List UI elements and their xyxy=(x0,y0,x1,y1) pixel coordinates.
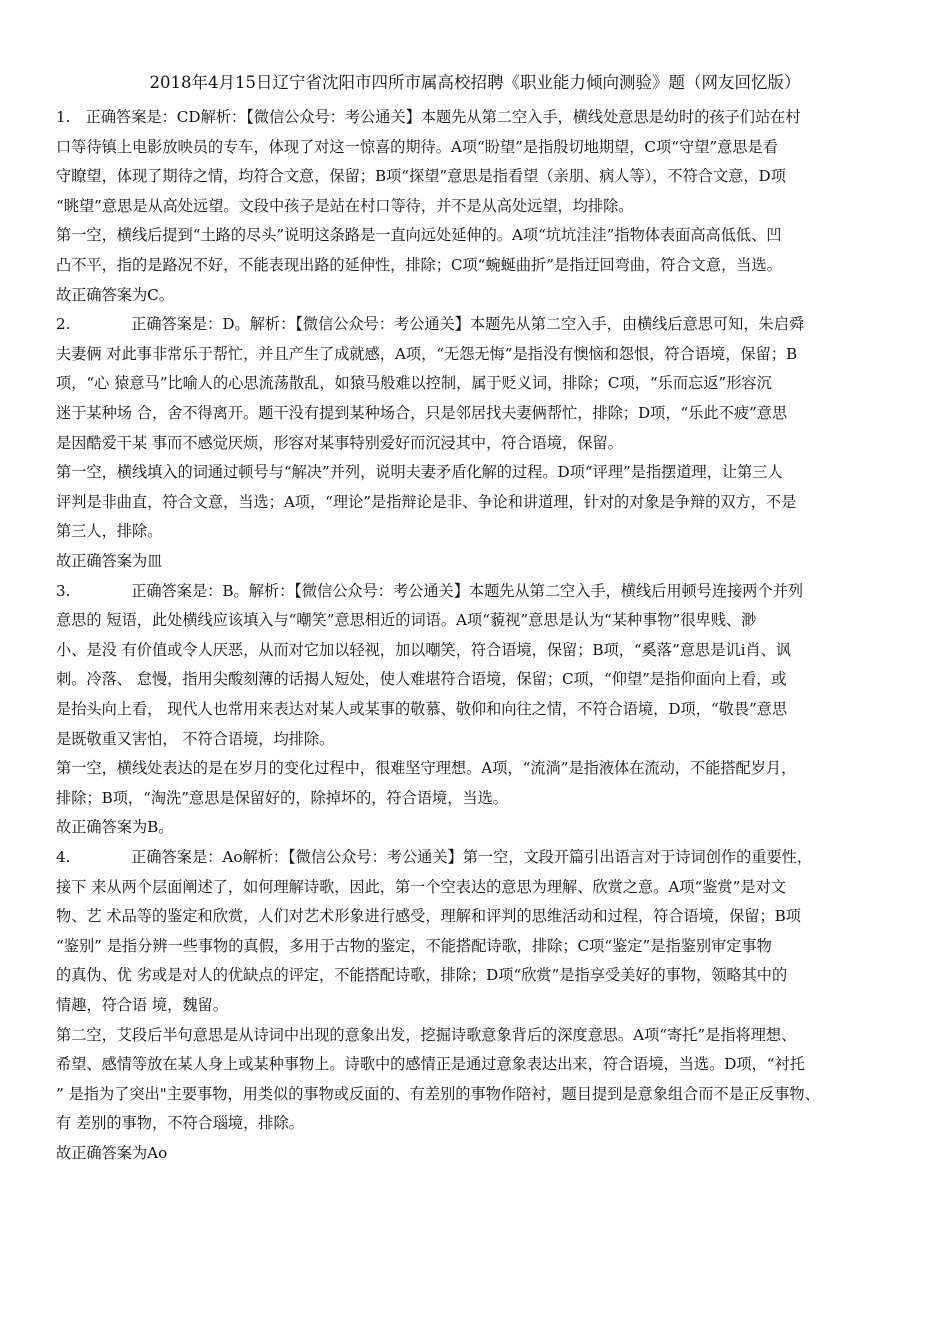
text-line: 迷于某种场 合，舍不得离开。题干没有提到某种场合，只是邻居找夫妻俩帮忙，排除；D项，“乐此不疲”意思 xyxy=(56,404,788,422)
text-line: ” 是指为了突出"主要事物，用类似的事物或反面的、有差别的事物作陪衬，题目提到是意象组合而不是正反事物、 xyxy=(56,1084,820,1103)
text-line: 小、是没 有价值或令人厌恶，从而对它加以轻视，加以嘲笑，符合语境，保留；B项，“奚落”意思是讥i肖、讽 xyxy=(56,640,791,659)
text-line: 有 差别的事物，不符合瑙境，排除。 xyxy=(56,1114,304,1133)
text-line: 第一空，横线填入的词通过顿号与“解决”并列，说明夫妻矛盾化解的过程。D项“评理”是指摆道理，让第三人 xyxy=(56,463,783,482)
text-line: 刺。冷落、 怠慢，指用尖酸刻薄的话揭人短处，使人难堪符合语境，保留；C项，“仰望”是指仰面向上看，或 xyxy=(56,670,787,689)
text-line: 2. 正确答案是：D。解析：【微信公众号：考公通关】本题先从第二空入手，由横线后意思可知，朱启舜 xyxy=(56,315,805,334)
page-title: 2018年4月15日辽宁省沈阳市四所市属高校招聘《职业能力倾向测验》题（网友回忆版） xyxy=(149,73,801,92)
text-line: 1. 正确答案是：CD解析：【微信公众号：考公通关】本题先从第二空入手，横线处意思是幼时的孩子们站在村 xyxy=(56,108,801,126)
text-line: 第三人，排除。 xyxy=(56,522,163,541)
text-line: “眺望”意思是从高处远望。文段中孩子是站在村口等待，并不是从高处远望，均排除。 xyxy=(56,196,634,215)
text-line: “鉴别” 是指分辨一些事物的真假，多用于古物的鉴定，不能搭配诗歌，排除；C项“鉴定”是指鉴别审定事物 xyxy=(56,936,772,955)
text-line: 物、艺 术品等的鉴定和欣赏，人们对艺术形象进行感受，理解和评判的思维活动和过程，符合语境，保留；B项 xyxy=(56,907,801,926)
text-line: 守瞭望，体现了期待之情，均符合文意，保留；B项“探望”意思是指看望（亲朋、病人等），不符合文意，D项 xyxy=(56,167,786,186)
text-line: 是因酷爱干某 事而不感觉厌烦，形容对某事特别爱好而沉浸其中，符合语境，保留。 xyxy=(56,433,623,452)
text-line: 第一空，横线处表达的是在岁月的变化过程中，很难坚守理想。A项，“流淌”是指液体在流动，不能搭配岁月， xyxy=(56,759,797,778)
text-line: 是既敬重又害怕， 不符合语境，均排除。 xyxy=(56,729,335,748)
text-line: 口等待镇上电影放映员的专车，体现了对这一惊喜的期待。A项“盼望”是指殷切地期望，C项“守望”意思是看 xyxy=(56,137,778,156)
text-line: 故正确答案为B。 xyxy=(56,818,174,837)
text-line: 意思的 短语，此处横线应该填入与“嘲笑”意思相近的词语。A项“藐视”意思是认为“某种事物”很卑贱、渺 xyxy=(56,611,757,630)
text-line: 评判是非曲直，符合文意，当选；A项，“理论”是指辩论是非、争论和讲道理，针对的对象是争辩的双方，不是 xyxy=(56,492,797,511)
text-line: 第二空，艾段后半句意思是从诗词中出现的意象出发，挖掘诗歌意象背后的深度意思。A项“寄托”是指将理想、 xyxy=(56,1025,797,1044)
text-line: 希望、感情等放在某人身上或某种事物上。诗歌中的感情正是通过意象表达出来，符合语境，当选。D项，“衬托 xyxy=(56,1055,805,1074)
text-line: 第一空，横线后提到“土路的尽头”说明这条路是一直向远处延伸的。A项“坑坑洼洼”指物体表面高高低低、凹 xyxy=(56,226,782,245)
text-line: 接下 来从两个层面阐述了，如何理解诗歌，因此，第一个空表达的意思为理解、欣赏之意。A项“鉴赏”是对文 xyxy=(56,877,786,896)
text-line: 夫妻俩 对此事非常乐于帮忙，并且产生了成就感，A项，“无怨无悔”是指没有懊恼和怨恨，符合语境，保留；B xyxy=(56,344,798,363)
text-line: 排除；B项，“淘洗”意思是保留好的，除掉坏的，符合语境，当选。 xyxy=(56,788,508,807)
text-line: 情趣，符合语 境，魏留。 xyxy=(56,996,228,1014)
text-line: 4. 正确答案是：Ao解析：【微信公众号：考公通关】第一空，文段开篇引出语言对于诗词创作的重要性， xyxy=(56,848,813,866)
text-line: 故正确答案为Ao xyxy=(56,1144,168,1162)
text-line: 3. 正确答案是：B。解析：【微信公众号：考公通关】本题先从第二空入手，横线后用顿号连接两个并列 xyxy=(56,581,804,600)
text-line: 的真伪、优 劣或是对人的优缺点的评定，不能搭配诗歌，排除；D项“欣赏”是指享受美好的事物，领略其中的 xyxy=(56,966,788,985)
text-line: 故正确答案为皿 xyxy=(56,552,163,570)
text-line: 是抬头向上看， 现代人也常用来表达对某人或某事的敬慕、敬仰和向往之情，不符合语境，D项，“敬畏”意思 xyxy=(56,700,788,718)
text-line: 凸不平，指的是路况不好，不能表现出路的延伸性，排除；C项“蜿蜒曲折”是指迂回弯曲，符合文意，当选。 xyxy=(56,256,782,274)
text-line: 项，“心 猿意马”比喻人的心思流荡散乱，如猿马般难以控制，属于贬义词，排除；C项，“乐而忘返”形容沉 xyxy=(56,374,772,393)
text-line: 故正确答案为C。 xyxy=(56,285,174,304)
